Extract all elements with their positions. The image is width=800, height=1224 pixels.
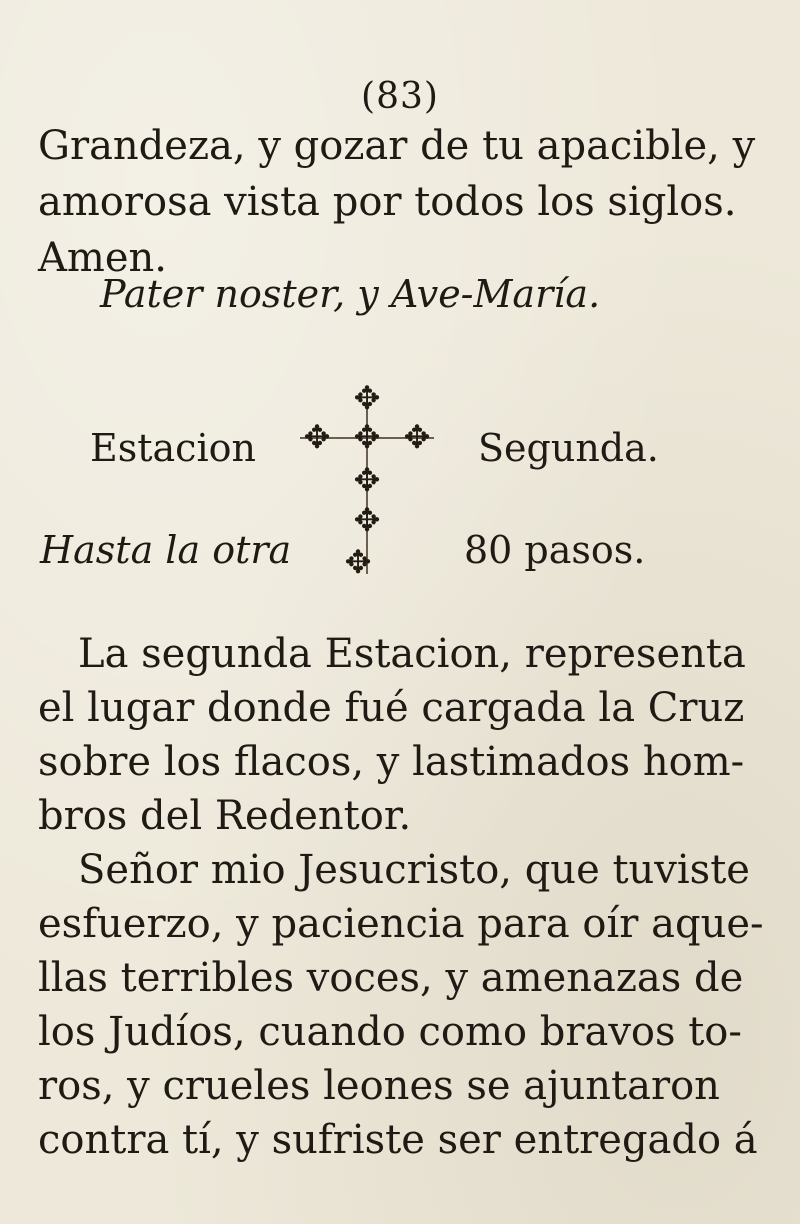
distance-value: 80 pasos. [464, 528, 646, 572]
cross-ornament-icon: ✥ [344, 543, 372, 581]
body-line-7: llas terribles voces, y amenazas de [38, 955, 744, 1001]
intro-line-2: amorosa vista por todos los siglos. [38, 179, 737, 225]
station-number: Segunda. [478, 426, 659, 470]
body-line-1: La segunda Estacion, representa [78, 631, 746, 677]
cross-ornament-icon: ✥ [303, 418, 331, 456]
body-line-2: el lugar donde fué cargada la Cruz [38, 685, 745, 731]
cross-ornament-icon: ✥ [353, 461, 381, 499]
prayer-instruction: Pater noster, y Ave-María. [100, 272, 601, 316]
body-line-4: bros del Redentor. [38, 793, 412, 839]
cross-ornament-icon: ✥ [403, 418, 431, 456]
intro-line-3: Amen. [38, 235, 167, 281]
body-line-6: esfuerzo, y paciencia para oír aque- [38, 901, 764, 947]
distance-label: Hasta la otra [40, 528, 292, 572]
body-line-5: Señor mio Jesucristo, que tuviste [78, 847, 750, 893]
body-line-10: contra tí, y sufriste ser entregado á [38, 1117, 758, 1163]
body-line-9: ros, y crueles leones se ajuntaron [38, 1063, 720, 1109]
body-line-8: los Judíos, cuando como bravos to- [38, 1009, 742, 1055]
cross-ornament-icon: ✥ [353, 418, 381, 456]
station-label: Estacion [90, 426, 256, 470]
body-line-3: sobre los flacos, y lastimados hom- [38, 739, 745, 785]
cross-ornament-icon: ✥ [353, 501, 381, 539]
cross-ornament-icon: ✥ [353, 379, 381, 417]
intro-line-1: Grandeza, y gozar de tu apacible, y [38, 123, 756, 169]
page-number: (83) [361, 76, 439, 117]
